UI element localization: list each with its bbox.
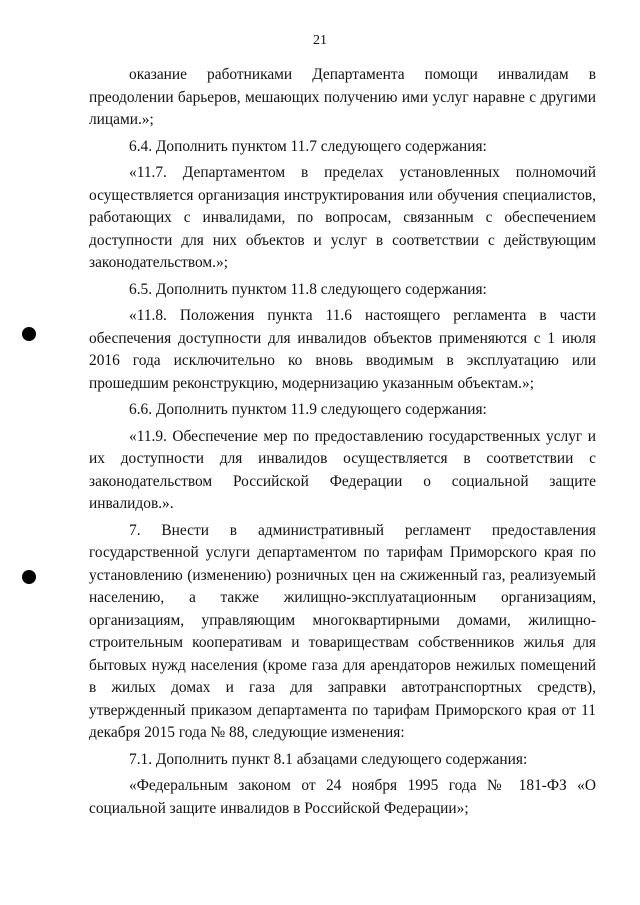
punch-hole-mark <box>22 570 36 584</box>
paragraph: 6.5. Дополнить пунктом 11.8 следующего содержания: <box>129 280 487 298</box>
paragraph: «Федеральным законом от 24 ноября 1995 года № 181-ФЗ «О социальной защите инвалидов в Российской Федерации»; <box>89 777 596 817</box>
paragraph: 7. Внести в административный регламент предоставления государственной услуги департаментом по тарифам Приморского края по установлению (изменению) розничных цен на сжиженный газ, реализуемый населению, а также жилищно-эксплуатационным организациям, организациям, управляющим многоквартирными домами, жилищно-строительным кооперативам и товариществам собственников жилья для бытовых нужд населения (кроме газа для арендаторов нежилых помещений в жилых домах и газа для заправки автотранспортных средств), утвержденный приказом департамента по тарифам Приморского края от 11 декабря 2015 года № 88, следующие изменения: <box>89 521 596 741</box>
punch-hole-mark <box>22 327 36 341</box>
document-body <box>89 64 596 824</box>
paragraph: «11.9. Обеспечение мер по предоставлению государственных услуг и их доступности для инвалидов осуществляется в соответствии с законодательством Российской Федерации о социальной защите инвалидов.». <box>89 427 596 512</box>
paragraph: 6.6. Дополнить пунктом 11.9 следующего содержания: <box>129 401 487 418</box>
paragraph: оказание работниками Департамента помощи инвалидам в преодолении барьеров, мешающих получению ими услуг наравне с другими лицами.»; <box>89 66 596 128</box>
paragraph: «11.7. Департаментом в пределах установленных полномочий осуществляется организация инструктирования или обучения специалистов, работающих с инвалидами, по вопросам, связанным с обеспечением доступности для них объектов и услуг в соответствии с действующим законодательством.»; <box>89 164 596 271</box>
paragraph: 6.4. Дополнить пунктом 11.7 следующего содержания: <box>129 137 487 155</box>
paragraph: 7.1. Дополнить пункт 8.1 абзацами следующего содержания: <box>129 750 528 768</box>
paragraph: «11.8. Положения пункта 11.6 настоящего регламента в части обеспечения доступности для инвалидов объектов применяются с 1 июля 2016 года исключительно ко вновь вводимым в эксплуатацию или прошедшим реконструкцию, модернизацию указанным объектам.»; <box>89 307 596 392</box>
page-number: 21 <box>313 33 327 48</box>
